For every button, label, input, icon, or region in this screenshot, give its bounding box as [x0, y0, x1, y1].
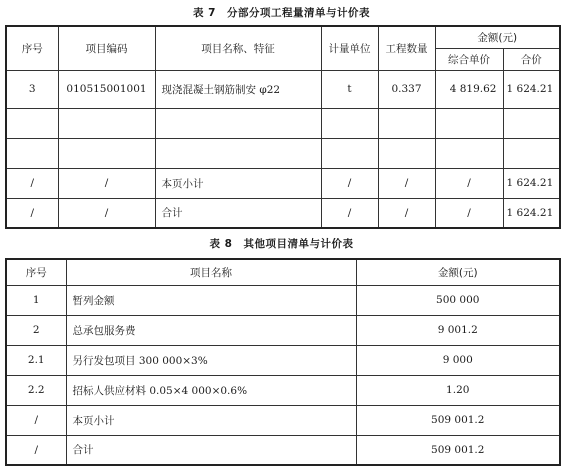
cell-total: 1 624.21 [503, 168, 560, 198]
table-row-subtotal [6, 168, 560, 198]
cell-total [503, 108, 560, 138]
cell-name: 本页小计 [155, 168, 321, 198]
table-row [6, 315, 560, 345]
table-row [6, 70, 560, 108]
cell-unit-price [435, 138, 503, 168]
table-row [6, 138, 560, 168]
table-row [6, 345, 560, 375]
table8-caption: 表 8 其他项目清单与计价表 [209, 238, 354, 250]
cell-unit: / [321, 168, 378, 198]
table7-header-row [6, 26, 560, 48]
cell-amount: 9 001.2 [356, 315, 560, 345]
cell-total [503, 138, 560, 168]
cell-seq: / [6, 435, 66, 465]
cell-amount: 509 001.2 [356, 405, 560, 435]
cell-code [58, 138, 155, 168]
cell-total: 1 624.21 [503, 198, 560, 228]
table-row-total [6, 198, 560, 228]
cell-amount: 1.20 [356, 375, 560, 405]
cell-qty [378, 108, 435, 138]
cell-unit: t [321, 70, 378, 108]
cell-unit-price: / [435, 168, 503, 198]
cell-name: 合计 [155, 198, 321, 228]
cell-code: / [58, 198, 155, 228]
table-row-subtotal [6, 405, 560, 435]
cell-seq: 2 [6, 315, 66, 345]
table-row [6, 108, 560, 138]
cell-name: 暂列金额 [66, 285, 356, 315]
table7 [5, 25, 561, 229]
table-row [6, 375, 560, 405]
cell-amount: 509 001.2 [356, 435, 560, 465]
header-qty: 工程数量 [378, 26, 435, 70]
cell-code: / [58, 168, 155, 198]
cell-name: 本页小计 [66, 405, 356, 435]
cell-seq: 1 [6, 285, 66, 315]
header-unit-price: 综合单价 [435, 48, 503, 70]
header-total: 合价 [503, 48, 560, 70]
header-name: 项目名称 [66, 259, 356, 285]
cell-code: 010515001001 [58, 70, 155, 108]
table-row-total [6, 435, 560, 465]
cell-seq: 2.2 [6, 375, 66, 405]
table-row [6, 285, 560, 315]
cell-unit-price: 4 819.62 [435, 70, 503, 108]
table7-caption: 表 7 分部分项工程量清单与计价表 [193, 7, 370, 19]
cell-unit-price [435, 108, 503, 138]
cell-qty: / [378, 168, 435, 198]
header-seq: 序号 [6, 26, 58, 70]
cell-name: 总承包服务费 [66, 315, 356, 345]
cell-qty: 0.337 [378, 70, 435, 108]
table8 [5, 258, 561, 466]
header-amount: 金额(元) [356, 259, 560, 285]
cell-unit-price: / [435, 198, 503, 228]
cell-seq: / [6, 198, 58, 228]
cell-seq [6, 108, 58, 138]
cell-name: 招标人供应材料 0.05×4 000×0.6% [66, 375, 356, 405]
header-code: 项目编码 [58, 26, 155, 70]
cell-unit: / [321, 198, 378, 228]
cell-seq: / [6, 405, 66, 435]
header-amount: 金额(元) [435, 26, 560, 48]
cell-seq [6, 138, 58, 168]
cell-qty: / [378, 198, 435, 228]
cell-seq: 3 [6, 70, 58, 108]
header-unit: 计量单位 [321, 26, 378, 70]
cell-name: 另行发包项目 300 000×3% [66, 345, 356, 375]
cell-qty [378, 138, 435, 168]
header-name: 项目名称、特征 [155, 26, 321, 70]
cell-seq: / [6, 168, 58, 198]
cell-unit [321, 138, 378, 168]
cell-amount: 9 000 [356, 345, 560, 375]
cell-name [155, 108, 321, 138]
cell-code [58, 108, 155, 138]
cell-amount: 500 000 [356, 285, 560, 315]
cell-seq: 2.1 [6, 345, 66, 375]
cell-name: 合计 [66, 435, 356, 465]
cell-unit [321, 108, 378, 138]
header-seq: 序号 [6, 259, 66, 285]
cell-total: 1 624.21 [503, 70, 560, 108]
cell-name [155, 138, 321, 168]
cell-name: 现浇混凝土钢筋制安 φ22 [155, 70, 321, 108]
table8-header-row [6, 259, 560, 285]
